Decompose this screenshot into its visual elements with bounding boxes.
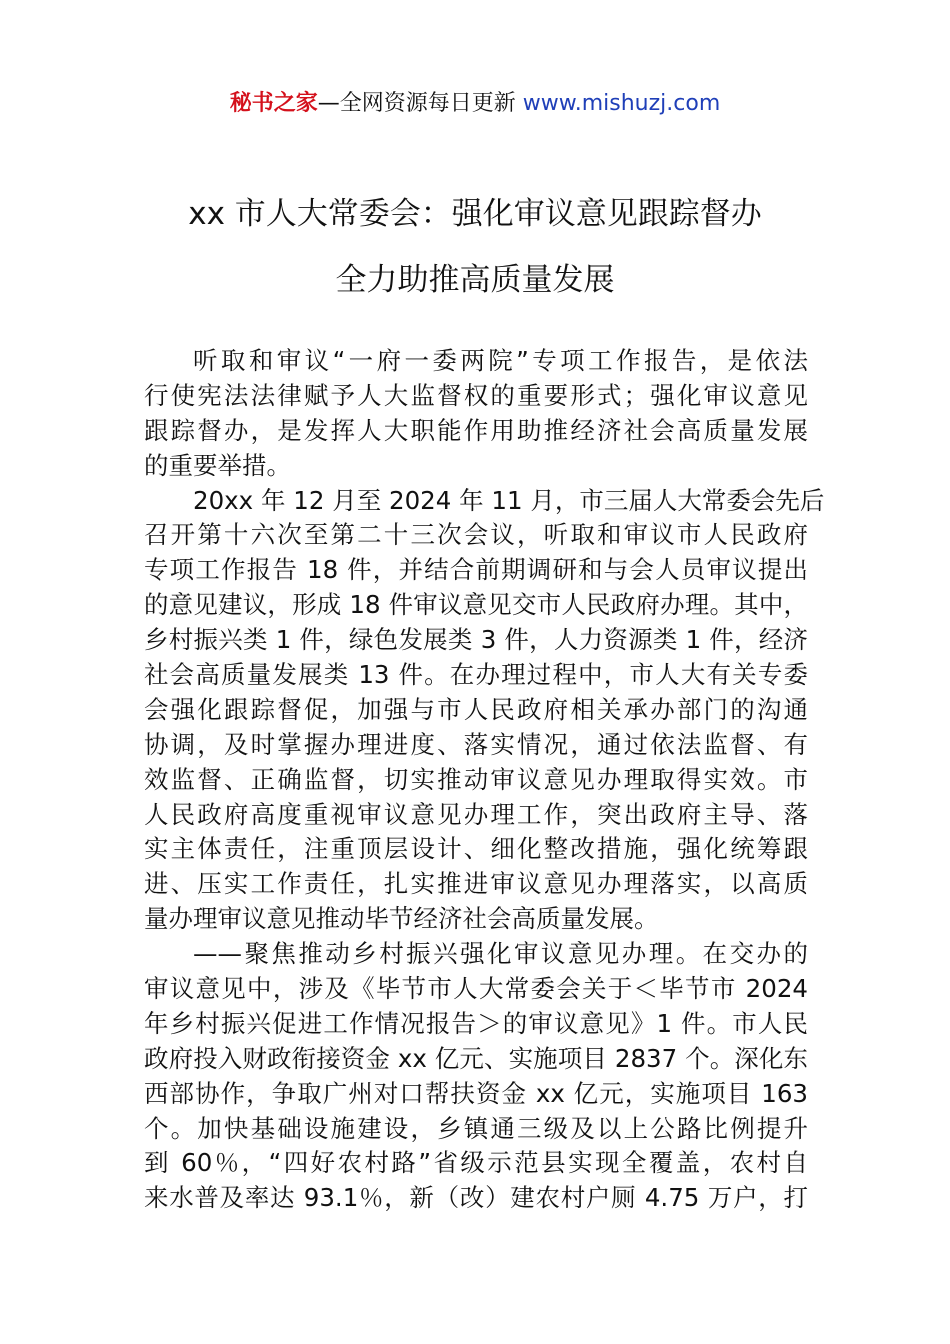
- body-line: 乡村振兴类 1 件，绿色发展类 3 件，人力资源类 1 件，经济: [144, 625, 808, 655]
- body-line: 来水普及率达 93.1％，新（改）建农村户厕 4.75 万户，打: [144, 1183, 808, 1213]
- body-line: 到 60％，“四好农村路”省级示范县实现全覆盖，农村自: [144, 1148, 808, 1178]
- site-brand: 秘书之家: [229, 91, 318, 116]
- document-title-line-1: xx 市人大常委会：强化审议意见跟踪督办: [188, 196, 762, 232]
- site-slogan: —全网资源每日更新: [317, 91, 516, 116]
- document-body: [144, 344, 825, 1216]
- body-line: 跟踪督办，是发挥人大职能作用助推经济社会高质量发展: [144, 415, 808, 445]
- body-line: 听取和审议“一府一委两院”专项工作报告，是依法: [193, 346, 808, 375]
- body-line: 会强化跟踪督促，加强与市人民政府相关承办部门的沟通: [144, 694, 808, 724]
- body-line: 社会高质量发展类 13 件。在办理过程中，市人大有关专委: [144, 660, 808, 690]
- body-line: 年乡村振兴促进工作情况报告＞的审议意见》1 件。市人民: [144, 1008, 808, 1038]
- site-header: [0, 88, 950, 120]
- body-line: 个。加快基础设施建设，乡镇通三级及以上公路比例提升: [144, 1113, 808, 1143]
- body-line: 的重要举措。: [144, 450, 291, 480]
- document-title-line-2: 全力助推高质量发展: [335, 262, 615, 298]
- body-line: 行使宪法法律赋予人大监督权的重要形式；强化审议意见: [144, 380, 808, 410]
- body-line: 20xx 年 12 月至 2024 年 11 月，市三届人大常委会先后: [193, 485, 825, 515]
- body-line: 人民政府高度重视审议意见办理工作，突出政府主导、落: [144, 799, 808, 829]
- body-line: 审议意见中，涉及《毕节市人大常委会关于＜毕节市 2024: [144, 974, 808, 1004]
- body-line: 的意见建议，形成 18 件审议意见交市人民政府办理。其中，: [144, 590, 808, 620]
- body-line: 实主体责任，注重顶层设计、细化整改措施，强化统筹跟: [144, 834, 808, 864]
- body-line: 西部协作，争取广州对口帮扶资金 xx 亿元，实施项目 163: [144, 1078, 808, 1108]
- body-line: 协调，及时掌握办理进度、落实情况，通过依法监督、有: [144, 729, 808, 759]
- body-line: 召开第十六次至第二十三次会议，听取和审议市人民政府: [144, 520, 808, 550]
- site-url-link[interactable]: www.mishuzj.com: [522, 91, 721, 116]
- body-line: 专项工作报告 18 件，并结合前期调研和与会人员审议提出: [144, 555, 808, 585]
- body-line: 政府投入财政衔接资金 xx 亿元、实施项目 2837 个。深化东: [144, 1043, 808, 1073]
- body-line: 进、压实工作责任，扎实推进审议意见办理落实，以高质: [144, 869, 808, 899]
- body-line: 量办理审议意见推动毕节经济社会高质量发展。: [144, 904, 659, 934]
- body-line: ——聚焦推动乡村振兴强化审议意见办理。在交办的: [193, 939, 808, 969]
- body-line: 效监督、正确监督，切实推动审议意见办理取得实效。市: [144, 764, 808, 794]
